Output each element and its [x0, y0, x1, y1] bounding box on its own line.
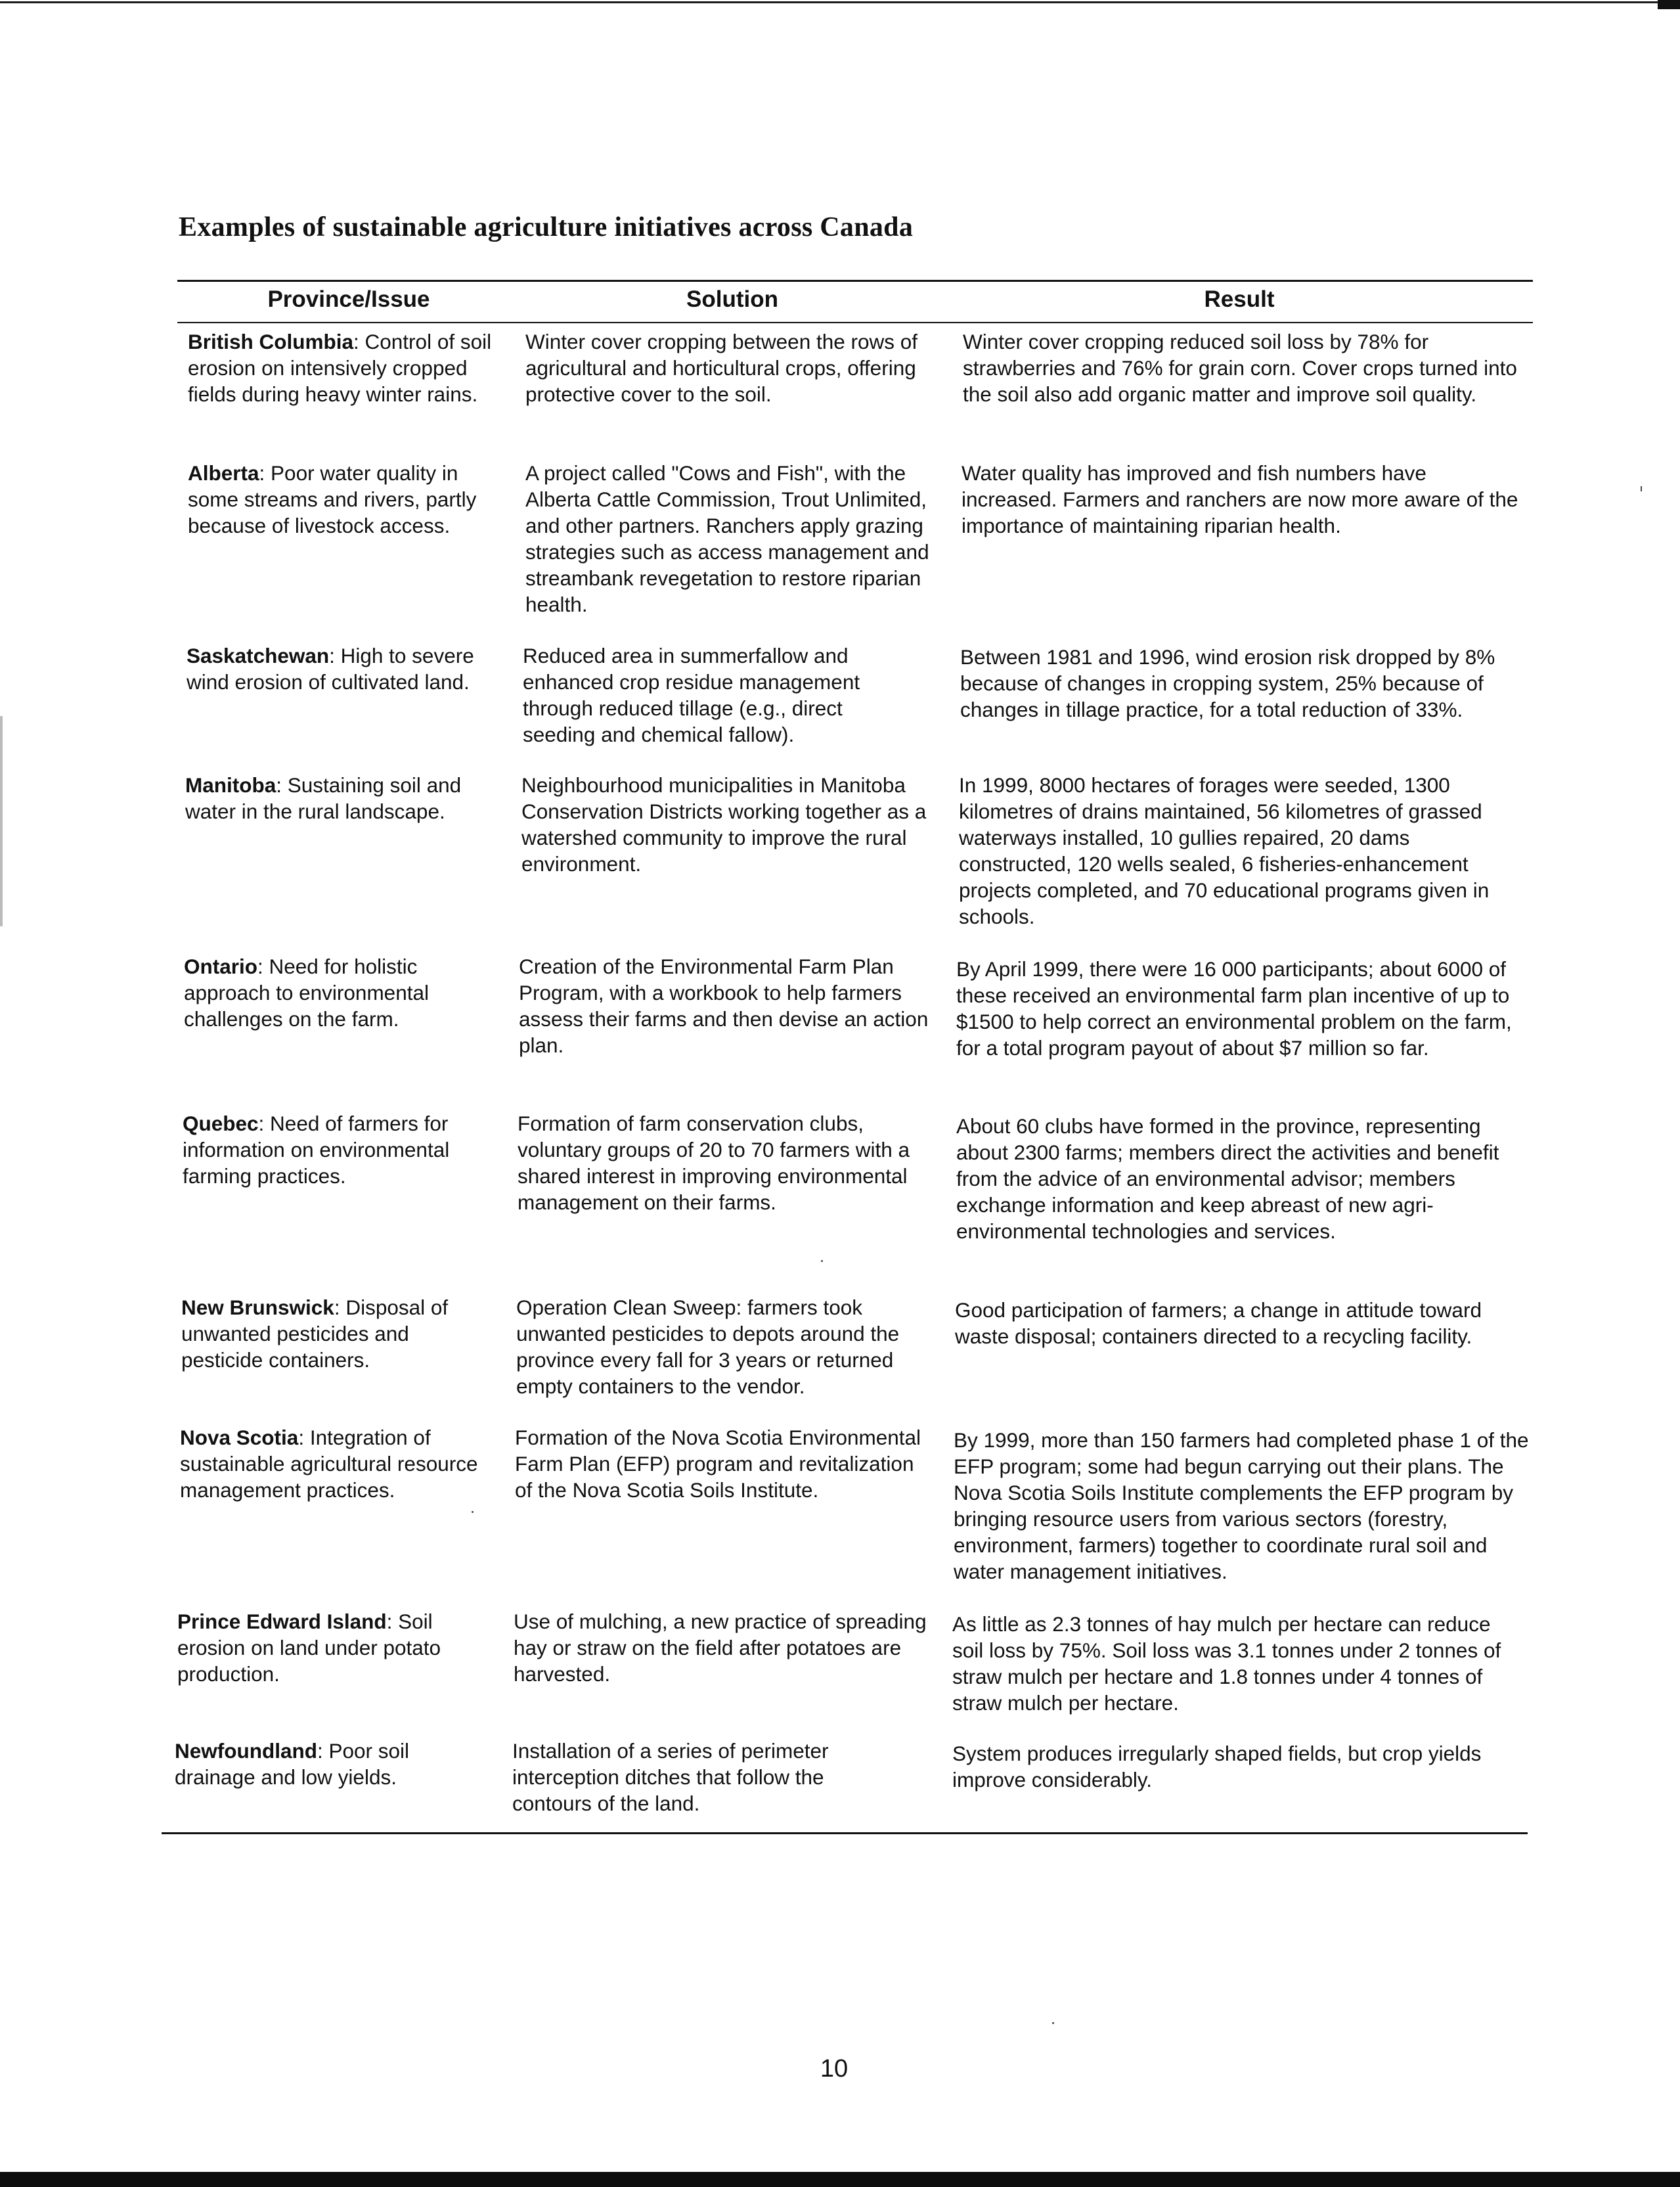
solution-cell: Formation of the Nova Scotia Environmental Farm Plan (EFP) program and revitalization of the Nova Scotia Soils Institute.	[515, 1426, 921, 1502]
province-issue-cell	[180, 1424, 502, 1503]
scan-bottom-edge	[0, 2172, 1680, 2187]
result-cell: By April 1999, there were 16 000 participants; about 6000 of these received an environmental farm plan incentive of up to $1500 to help correct an environmental problem on the farm, for a total program payout of about $7 million so far.	[956, 957, 1512, 1060]
table-top-rule	[177, 280, 1533, 282]
province-name: New Brunswick	[181, 1296, 334, 1319]
scan-speck	[821, 1260, 823, 1262]
province-issue-cell	[185, 772, 497, 824]
solution-cell: Creation of the Environmental Farm Plan Program, with a workbook to help farmers assess their farms and then devise an action plan.	[519, 955, 929, 1057]
result-cell: System produces irregularly shaped fields, but crop yields improve considerably.	[952, 1742, 1482, 1792]
page-number: 10	[820, 2055, 849, 2083]
result-cell: Water quality has improved and fish numbers have increased. Farmers and ranchers are now more aware of the importance of maintaining riparian health.	[962, 461, 1518, 537]
issue-text: : Need for holistic approach to environmental challenges on the farm.	[184, 955, 429, 1031]
province-name: Quebec	[183, 1112, 259, 1135]
province-name: Alberta	[188, 461, 259, 485]
solution-cell: Use of mulching, a new practice of spreading hay or straw on the field after potatoes are harvested.	[514, 1610, 927, 1686]
table-bottom-rule	[162, 1832, 1528, 1834]
issue-text: : Poor water quality in some streams and rivers, partly because of livestock access.	[188, 461, 477, 537]
result-cell: By 1999, more than 150 farmers had completed phase 1 of the EFP program; some had begun carrying out their plans. The Nova Scotia Soils Institute complements the EFP program by bringing resource users from various sectors (forestry, environment, farmers) together to coordinate rural soil and water management initiatives.	[954, 1428, 1529, 1583]
solution-cell: Formation of farm conservation clubs, voluntary groups of 20 to 70 farmers with a shared interest in improving environmental management on their farms.	[518, 1112, 910, 1214]
column-header-solution: Solution	[686, 286, 778, 312]
result-cell: Good participation of farmers; a change in attitude toward waste disposal; containers directed to a recycling facility.	[955, 1298, 1482, 1348]
issue-text: : Sustaining soil and water in the rural landscape.	[185, 773, 462, 823]
issue-text: : Poor soil drainage and low yields.	[175, 1739, 410, 1789]
province-issue-cell	[175, 1738, 464, 1790]
scan-left-edge-mark	[0, 716, 3, 926]
province-name: Nova Scotia	[180, 1426, 299, 1449]
province-issue-cell	[187, 643, 505, 695]
province-name: Prince Edward Island	[177, 1610, 387, 1633]
solution-cell: Reduced area in summerfallow and enhanced crop residue management through reduced tillage (e.g., direct seeding and chemical fallow).	[523, 644, 860, 746]
solution-cell: Operation Clean Sweep: farmers took unwanted pesticides to depots around the province every fall for 3 years or returned empty containers to the vendor.	[516, 1296, 900, 1398]
result-cell: Between 1981 and 1996, wind erosion risk dropped by 8% because of changes in cropping system, 25% because of changes in tillage practice, for a total reduction of 33%.	[960, 645, 1495, 721]
solution-cell: Installation of a series of perimeter interception ditches that follow the contours of the land.	[512, 1739, 829, 1815]
province-issue-cell	[177, 1608, 486, 1687]
table-header-rule	[177, 322, 1533, 323]
column-header-result: Result	[1204, 286, 1275, 312]
province-name: Newfoundland	[175, 1739, 317, 1763]
solution-cell: Neighbourhood municipalities in Manitoba Conservation Districts working together as a watershed community to improve the rural environment.	[521, 773, 927, 876]
result-cell: About 60 clubs have formed in the province, representing about 2300 farms; members direct the activities and benefit from the advice of an environmental advisor; members exchange information and keep abreast of new agri-environmental technologies and services.	[956, 1114, 1499, 1243]
page-title: Examples of sustainable agriculture initiatives across Canada	[179, 212, 914, 242]
issue-text: : Control of soil erosion on intensively cropped fields during heavy winter rains.	[188, 330, 492, 406]
scan-corner-mark	[1658, 0, 1680, 9]
issue-text: : Disposal of unwanted pesticides and pesticide containers.	[181, 1296, 449, 1372]
province-name: Ontario	[184, 955, 258, 978]
issue-text: : Soil erosion on land under potato production.	[177, 1610, 441, 1686]
scan-speck	[1641, 486, 1642, 491]
province-name: Manitoba	[185, 773, 276, 797]
column-header-province: Province/Issue	[267, 286, 430, 312]
issue-text: : Integration of sustainable agricultural resource management practices.	[180, 1426, 478, 1502]
province-name: British Columbia	[188, 330, 354, 353]
issue-text: : High to severe wind erosion of cultivated land.	[187, 644, 474, 694]
province-issue-cell	[188, 328, 497, 407]
scan-speck	[1052, 2022, 1054, 2024]
result-cell: In 1999, 8000 hectares of forages were seeded, 1300 kilometres of drains maintained, 56 kilometres of grassed waterways installed, 10 gullies repaired, 20 dams constructed, 120 wells sealed, 6 fisheries-enhancement projects completed, and 70 educational programs given in schools.	[959, 773, 1490, 928]
scan-top-edge	[0, 1, 1680, 3]
province-issue-cell	[184, 953, 479, 1032]
province-issue-cell	[188, 460, 497, 539]
province-issue-cell	[183, 1110, 491, 1189]
province-issue-cell	[181, 1294, 480, 1373]
result-cell: As little as 2.3 tonnes of hay mulch per hectare can reduce soil loss by 75%. Soil loss was 3.1 tonnes under 2 tonnes of straw mulch per hectare and 1.8 tonnes under 4 tonnes of straw mulch per hectare.	[952, 1612, 1501, 1715]
result-cell: Winter cover cropping reduced soil loss by 78% for strawberries and 76% for grain corn. Cover crops turned into the soil also add organic matter and improve soil quality.	[963, 330, 1517, 406]
solution-cell: Winter cover cropping between the rows of agricultural and horticultural crops, offering protective cover to the soil.	[525, 330, 918, 406]
issue-text: : Need of farmers for information on environmental farming practices.	[183, 1112, 450, 1188]
scan-speck	[472, 1511, 474, 1513]
province-name: Saskatchewan	[187, 644, 330, 667]
solution-cell: A project called "Cows and Fish", with the Alberta Cattle Commission, Trout Unlimited, and other partners. Ranchers apply grazing strategies such as access management and streambank revegetation to restore riparian health.	[525, 461, 929, 616]
